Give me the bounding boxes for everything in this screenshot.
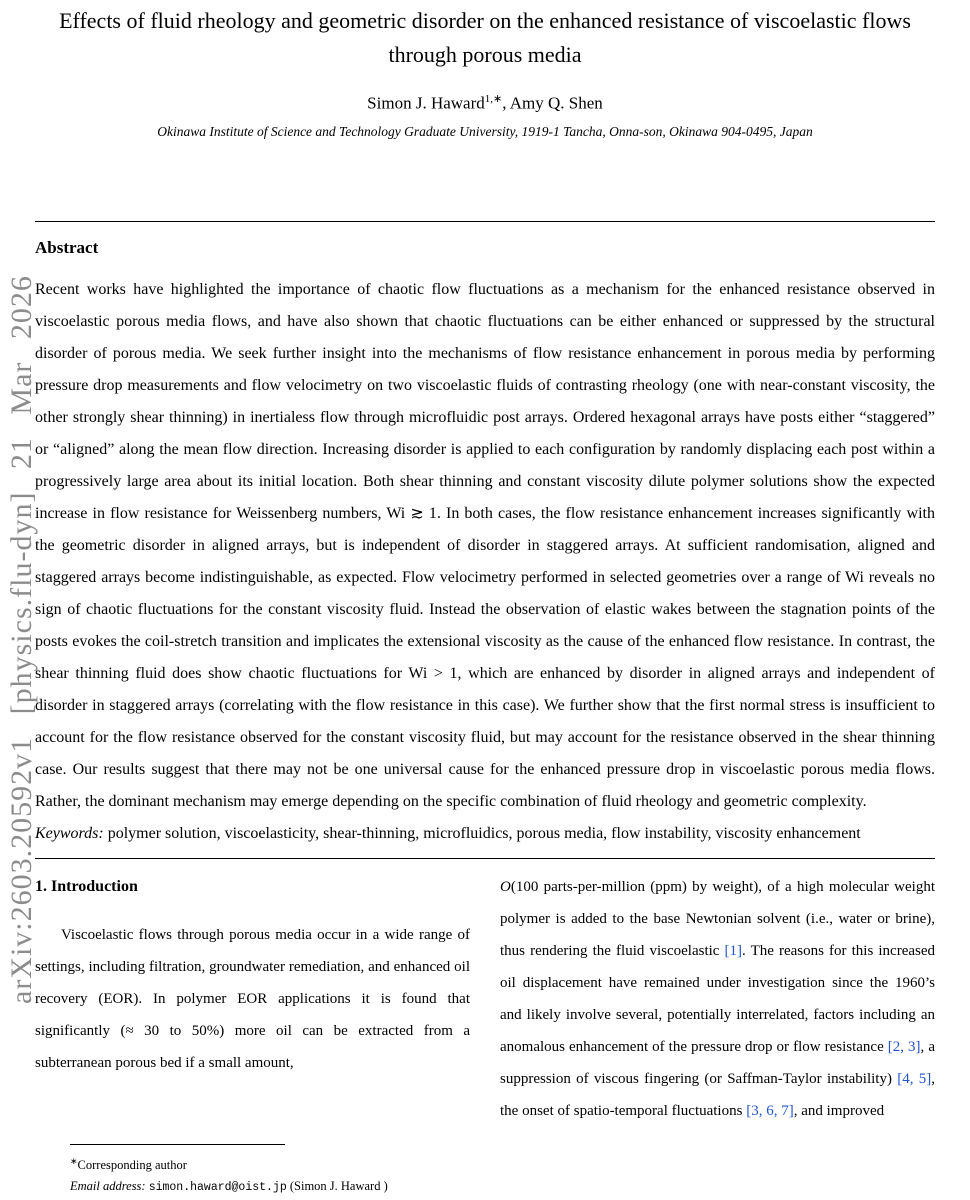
- section-heading-introduction: 1. Introduction: [35, 877, 138, 895]
- footnote-block: [70, 1144, 520, 1198]
- affiliation-line: Okinawa Institute of Science and Technology Graduate University, 1919-1 Tancha, Onna-son, Okinawa 904-0495, Japan: [157, 123, 813, 139]
- keywords-list: polymer solution, viscoelasticity, shear-thinning, microfluidics, porous media, flow instability, viscosity enhancement: [107, 824, 861, 842]
- footnote-marker: ∗: [70, 1156, 78, 1166]
- coauthor-name: , Amy Q. Shen: [502, 93, 603, 113]
- intro-paragraph-left: Viscoelastic flows through porous media occur in a wide range of settings, including filtration, groundwater remediation, and enhanced oil recovery (EOR). In polymer EOR applications it is found that significantly (≈ 30 to 50%) more oil can be extracted from a subterranean porous bed if a small amount,: [35, 926, 470, 1071]
- author-affiliation-marker: 1,∗: [484, 93, 503, 105]
- corresponding-author-note: [70, 1151, 520, 1176]
- two-column-body: [35, 871, 935, 1127]
- citation-ref-3-6-7[interactable]: [3, 6, 7]: [746, 1102, 794, 1119]
- intro-right-text-5: , and improved: [793, 1102, 885, 1119]
- intro-right-text-4: , the onset of spatio-temporal fluctuations: [500, 1070, 935, 1119]
- keywords-line: [35, 818, 935, 850]
- citation-ref-1[interactable]: [1]: [724, 942, 743, 959]
- authors-line: [35, 88, 935, 115]
- intro-right-text-2: . The reasons for this increased oil displacement have remained under investigation since the 1960’s and likely involve several, potentially interrelated, factors including an anomalous enhancement of the pressure drop or flow resistance: [500, 942, 936, 1055]
- abstract-bottom-divider: [35, 858, 935, 859]
- citation-ref-2-3[interactable]: [2, 3]: [887, 1038, 921, 1055]
- footnote-divider: [70, 1144, 285, 1145]
- citation-ref-4-5[interactable]: [4, 5]: [897, 1070, 932, 1087]
- email-address-link[interactable]: simon.haward@oist.jp: [148, 1181, 287, 1195]
- author-name: Simon J. Haward: [367, 93, 485, 113]
- paper-content: [35, 0, 936, 1195]
- paper-title: Effects of fluid rheology and geometric disorder on the enhanced resistance of viscoelastic flows through porous media: [59, 8, 911, 67]
- email-address-line: [70, 1176, 520, 1198]
- arxiv-watermark: arXiv:2603.20592v1 [physics.flu-dyn] 21 Mar 2026: [5, 275, 38, 1004]
- intro-right-text-3: , a suppression of viscous fingering (or Saffman-Taylor instability): [500, 1038, 935, 1087]
- abstract-text: Recent works have highlighted the importance of chaotic flow fluctuations as a mechanism for the enhanced resistance observed in viscoelastic porous media flows, and have also shown that chaotic fluctuations can be either enhanced or suppressed by the structural disorder of porous media. We seek further insight into the mechanisms of flow resistance enhancement in porous media by performing pressure drop measurements and flow velocimetry on two viscoelastic fluids of contrasting rheology (one with near-constant viscosity, the other strongly shear thinning) in inertialess flow through microfluidic post arrays. Ordered hexagonal arrays have posts either “staggered” or “aligned” along the mean flow direction. Increasing disorder is applied to each configuration by randomly displacing each post within a progressively large area about its initial location. Both shear thinning and constant viscosity dilute polymer solutions show the expected increase in flow resistance for Weissenberg numbers, Wi ≳ 1. In both cases, the flow resistance enhancement increases significantly with the geometric disorder in aligned arrays, but is independent of disorder in staggered arrays. At sufficient randomisation, aligned and staggered arrays become indistinguishable, as expected. Flow velocimetry performed in selected geometries over a range of Wi reveals no sign of chaotic fluctuations for the constant viscosity fluid. Instead the observation of elastic wakes between the stagnation points of the posts evokes the coil-stretch transition and implicates the extensional viscosity as the cause of the enhanced flow resistance. In contrast, the shear thinning fluid does show chaotic fluctuations for Wi > 1, which are enhanced by disorder in aligned arrays and independent of disorder in staggered arrays (correlating with the flow resistance in this case). We further show that the first normal stress is insufficient to account for the flow resistance observed for the constant viscosity fluid, but may account for the resistance observed in the shear thinning case. Our results suggest that there may not be one universal cause for the enhanced pressure drop in viscoelastic porous media flows. Rather, the dominant mechanism may emerge depending on the specific combination of fluid rheology and geometric complexity.: [35, 280, 935, 810]
- keywords-label: Keywords:: [35, 824, 104, 842]
- abstract-top-divider: [35, 221, 935, 222]
- math-script-o: O: [500, 878, 511, 895]
- corresponding-author-text: Corresponding author: [77, 1158, 187, 1173]
- email-name-suffix: (Simon J. Haward ): [286, 1179, 388, 1194]
- email-label: Email address:: [70, 1179, 149, 1194]
- intro-right-text-1: (100 parts-per-million (ppm) by weight), of a high molecular weight polymer is added to the base Newtonian solvent (i.e., water or brine), thus rendering the fluid viscoelastic: [500, 878, 935, 959]
- left-column: [35, 871, 470, 1079]
- right-column: [500, 871, 935, 1127]
- abstract-heading: Abstract: [35, 237, 99, 257]
- intro-paragraph-right: [500, 871, 935, 1127]
